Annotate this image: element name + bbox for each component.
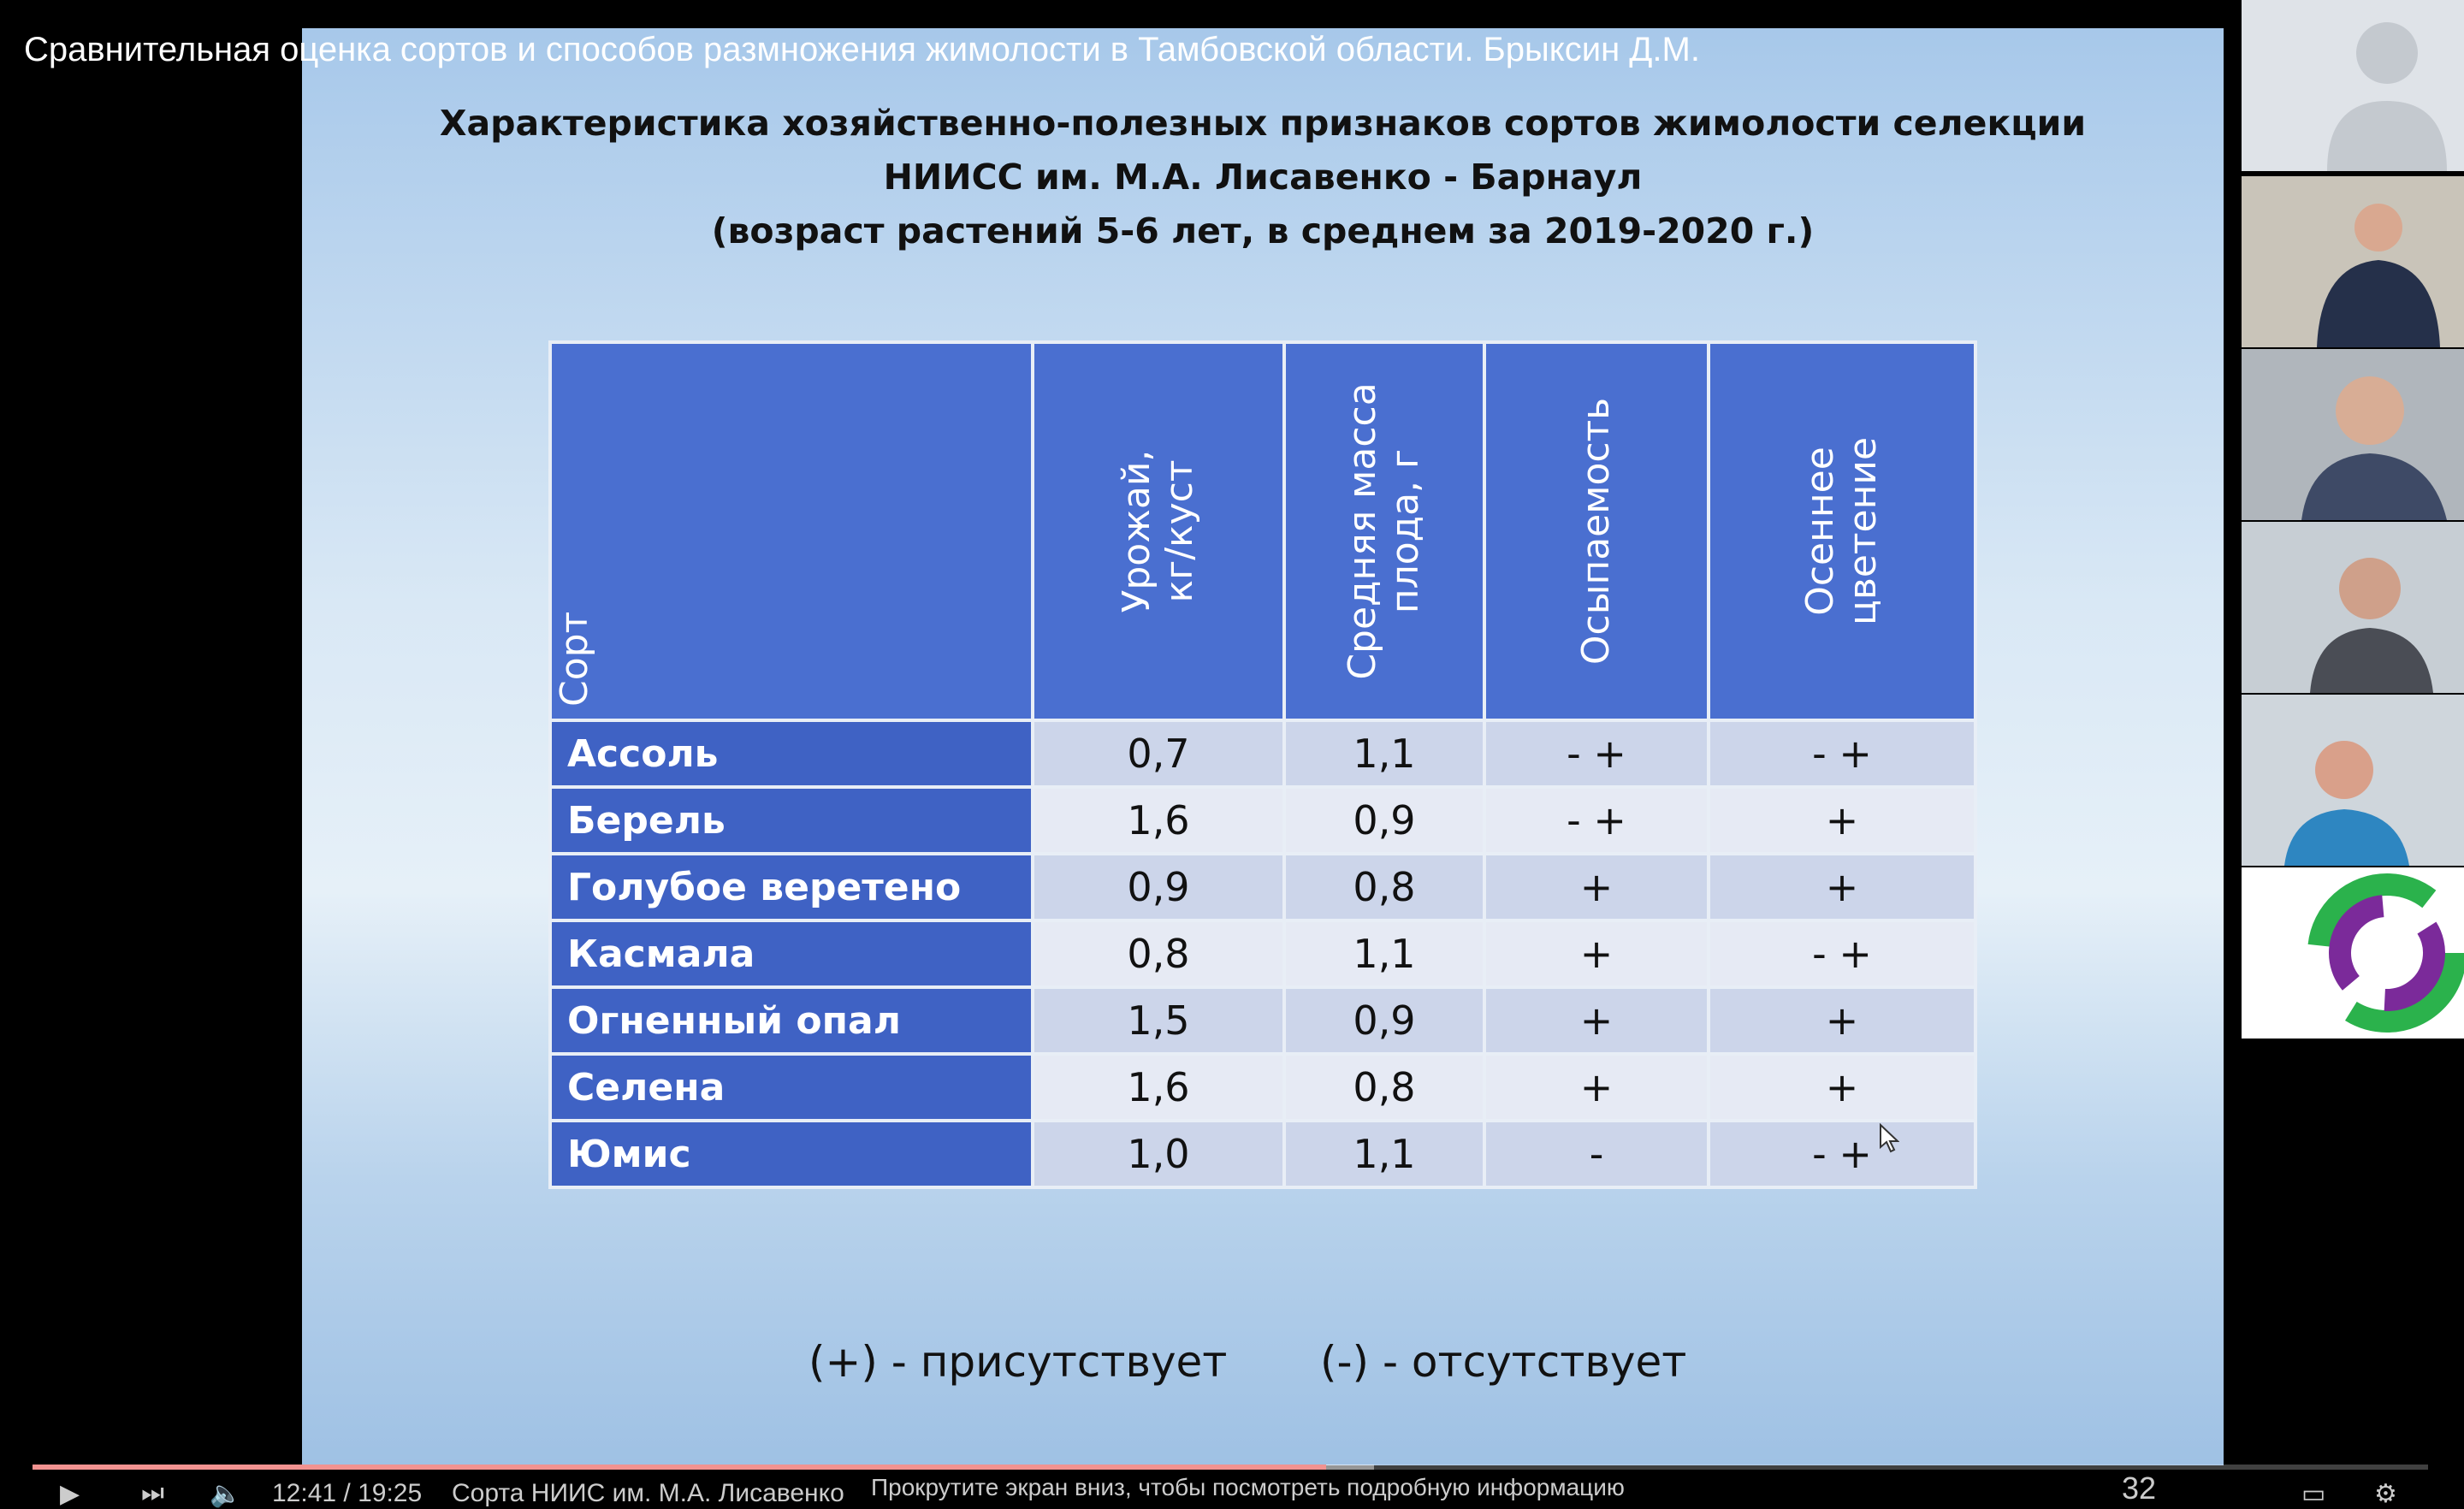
table-cell: + [1484, 920, 1709, 987]
participant-tile [2242, 0, 2464, 171]
header-yield [1033, 342, 1284, 720]
header-label-line: Урожай, [1115, 449, 1158, 613]
participant-tile [2242, 867, 2464, 1039]
table-cell: 1,6 [1033, 1054, 1284, 1121]
table-cell: 0,9 [1284, 787, 1484, 854]
participant-tile [2242, 695, 2464, 866]
slide-title [302, 97, 2224, 258]
table-cell: 1,1 [1284, 920, 1484, 987]
table-row [550, 920, 1975, 987]
player-controls [0, 1471, 2464, 1508]
table-cell: 0,9 [1284, 987, 1484, 1054]
table-header-row [550, 342, 1975, 720]
participants-sidebar [2242, 0, 2464, 1044]
legend-absent: (-) - отсутствует [1320, 1337, 1687, 1387]
participant-video-icon [2242, 176, 2464, 347]
participant-tile [2242, 522, 2464, 693]
variety-name: Огненный опал [550, 987, 1033, 1054]
table-cell: 0,8 [1284, 1054, 1484, 1121]
table-row [550, 720, 1975, 787]
variety-name: Касмала [550, 920, 1033, 987]
table-row [550, 854, 1975, 920]
table-cell: 1,0 [1033, 1121, 1284, 1187]
table-cell: 0,9 [1033, 854, 1284, 920]
table-cell: 1,1 [1284, 720, 1484, 787]
table-cell: 1,1 [1284, 1121, 1484, 1187]
header-label [1342, 382, 1427, 679]
header-label-line: плода, г [1383, 448, 1427, 614]
organization-logo-icon [2242, 867, 2464, 1039]
settings-icon[interactable]: ⚙ [2374, 1480, 2397, 1508]
header-label-line: кг/куст [1158, 459, 1201, 603]
table-cell: - + [1709, 1121, 1975, 1187]
table-cell: + [1709, 987, 1975, 1054]
table-row [550, 987, 1975, 1054]
variety-name: Берель [550, 787, 1033, 854]
header-label [1799, 437, 1885, 625]
scroll-hint: Прокрутите экран вниз, чтобы посмотреть подробную информацию [871, 1474, 1625, 1500]
presentation-slide [302, 28, 2224, 1465]
time-display: 12:41 / 19:25 [272, 1479, 423, 1507]
header-label-line: Средняя масса [1341, 382, 1384, 680]
header-autumn-bloom [1709, 342, 1975, 720]
slide-title-line: (возраст растений 5-6 лет, в среднем за 2019-2020 г.) [711, 210, 1815, 252]
participant-tile [2242, 349, 2464, 520]
header-label [1116, 450, 1201, 613]
volume-icon[interactable]: 🔈 [210, 1480, 242, 1508]
avatar-placeholder-icon [2242, 0, 2464, 171]
table-cell: + [1709, 1054, 1975, 1121]
variety-name: Селена [550, 1054, 1033, 1121]
legend-present: (+) - присутствует [808, 1337, 1228, 1387]
participant-tile [2242, 176, 2464, 347]
participant-video-icon [2242, 349, 2464, 520]
participant-video-icon [2242, 522, 2464, 693]
table-cell: - + [1709, 720, 1975, 787]
varieties-table [548, 340, 1977, 1189]
table-cell: + [1709, 787, 1975, 854]
play-icon[interactable]: ▶ [60, 1480, 80, 1508]
table-row [550, 787, 1975, 854]
slide-title-line: НИИСС им. М.А. Лисавенко - Барнаул [883, 157, 1643, 198]
table-cell: - + [1484, 787, 1709, 854]
participant-video-icon [2242, 695, 2464, 866]
buffer-bar [33, 1465, 1374, 1470]
header-variety [550, 342, 1033, 720]
variety-name: Ассоль [550, 720, 1033, 787]
table-cell: + [1709, 854, 1975, 920]
header-label [1575, 398, 1618, 665]
header-label-line: цветение [1841, 436, 1885, 626]
table-cell: 0,7 [1033, 720, 1284, 787]
next-icon[interactable]: ⏭ [141, 1479, 164, 1507]
table-cell: 0,8 [1284, 854, 1484, 920]
variety-name: Голубое веретено [550, 854, 1033, 920]
table-cell: - [1484, 1121, 1709, 1187]
table-cell: + [1484, 1054, 1709, 1121]
table-cell: 1,6 [1033, 787, 1284, 854]
table-cell: 1,5 [1033, 987, 1284, 1054]
chapter-title[interactable]: Сорта НИИС им. М.А. Лисавенко [452, 1479, 844, 1507]
slide-title-line: Характеристика хозяйственно-полезных признаков сортов жимолости селекции [439, 103, 2087, 144]
header-label: Сорт [553, 611, 596, 707]
variety-name: Юмис [550, 1121, 1033, 1187]
table-cell: 0,8 [1033, 920, 1284, 987]
mouse-cursor-icon [1879, 1123, 1899, 1154]
slide-number: 32 [2122, 1471, 2157, 1506]
video-title[interactable]: Сравнительная оценка сортов и способов размножения жимолости в Тамбовской области. Брыксин Д.М. [24, 31, 1700, 68]
table-cell: - + [1709, 920, 1975, 987]
header-mass [1284, 342, 1484, 720]
header-label-line: Осыпаемость [1574, 397, 1618, 666]
miniplayer-icon[interactable]: ▭ [2301, 1480, 2326, 1508]
header-shedding [1484, 342, 1709, 720]
table-cell: - + [1484, 720, 1709, 787]
table-cell: + [1484, 987, 1709, 1054]
table-row [550, 1054, 1975, 1121]
table-row [550, 1121, 1975, 1187]
header-label-line: Осеннее [1798, 447, 1842, 616]
table-cell: + [1484, 854, 1709, 920]
progress-bar[interactable] [33, 1465, 2428, 1470]
